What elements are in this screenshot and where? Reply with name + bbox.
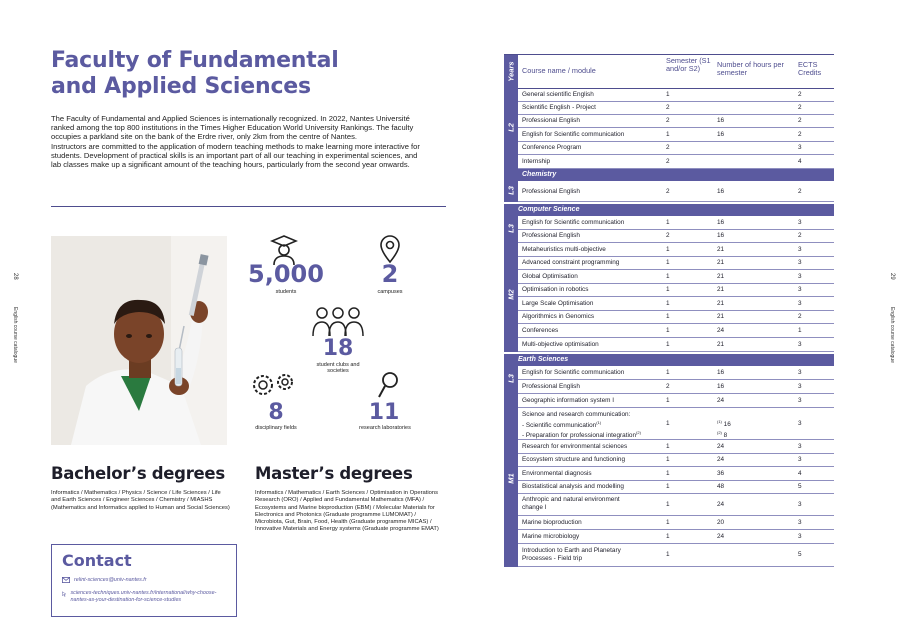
hours: 21	[717, 286, 725, 293]
year-bar-m1	[504, 394, 518, 567]
hours: 16	[717, 219, 725, 226]
anth-line-1: Anthropic and natural environment	[522, 496, 620, 503]
contact-email[interactable]: relint-sciences@univ-nantes.fr	[74, 577, 147, 583]
semester: 1	[666, 341, 670, 348]
ects: 3	[798, 300, 802, 307]
course-name: Professional English	[522, 383, 580, 390]
table-row	[518, 440, 834, 454]
table-row	[518, 380, 834, 394]
page-number-right: 29	[889, 273, 895, 280]
table-row	[518, 142, 834, 155]
hours: 16	[717, 117, 725, 124]
table-row	[518, 155, 834, 169]
intro-paragraph-2: Instructors are committed to the application of modern teaching methods to make learning more interactive for students. Development of practical skills is an important part of all our teaching in experimental sciences, and lab classes make up a significant amount of the teaching hours, particularly from the second year onwards.	[51, 141, 420, 170]
hours: 48	[717, 483, 725, 490]
table-row	[518, 230, 834, 243]
intro-line-1: Introduction to Earth and Planetary	[522, 547, 621, 554]
catalogue-side-label-right: English course catalogue	[889, 307, 895, 363]
year-bar-l3-earth	[504, 366, 518, 394]
semester: 1	[666, 246, 670, 253]
hours: 24	[717, 533, 725, 540]
hours: 21	[717, 259, 725, 266]
semester: 1	[666, 519, 670, 526]
semester: 1	[666, 273, 670, 280]
semester: 1	[666, 551, 670, 558]
hours: 16	[717, 369, 725, 376]
contact-url-row[interactable]	[62, 590, 234, 604]
header-hours: Number of hours per semester	[717, 60, 784, 77]
table-row	[518, 516, 834, 530]
course-name	[522, 496, 620, 512]
course-name: Marine bioproduction	[522, 519, 582, 526]
semester: 1	[666, 259, 670, 266]
hours: 21	[717, 313, 725, 320]
ects: 3	[798, 501, 802, 508]
hours: 24	[717, 397, 725, 404]
sci-line-2: - Scientific communication$^{(1)}$	[522, 419, 602, 429]
hours: 16	[717, 188, 725, 195]
ects: 3	[798, 420, 802, 427]
campuses-label: campuses	[377, 289, 403, 295]
semester: 1	[666, 483, 670, 490]
table-row	[518, 181, 834, 202]
intro-paragraph-1: The Faculty of Fundamental and Applied Sciences is internationally recognized. In 2022, Nantes Université ranked among the top 800 institutions in the Times Higher Education World University Rankings. The faculty occupies a parkland site on the bank of the Erdre river, only 2km from the centre of Nantes.	[51, 114, 414, 142]
intro-line-2: Processes - Field trip	[522, 555, 583, 562]
clubs-label: student clubs and societies	[316, 362, 360, 374]
hours: 20	[717, 519, 725, 526]
year-m2: M2	[506, 289, 516, 300]
semester: 1	[666, 219, 670, 226]
title-line-2: and Applied Sciences	[51, 74, 311, 99]
course-name: Conference Program	[522, 144, 582, 151]
student-lab-photo	[51, 236, 227, 445]
semester: 1	[666, 533, 670, 540]
table-row	[518, 89, 834, 102]
semester: 2	[666, 188, 670, 195]
table-row	[518, 366, 834, 380]
table-row	[518, 257, 834, 270]
catalogue-side-label: English course catalogue	[12, 307, 18, 363]
course-name	[522, 411, 641, 440]
year-l3-chemistry: L3	[506, 186, 516, 195]
ects: 4	[798, 158, 802, 165]
table-row	[518, 128, 834, 142]
semester: 1	[666, 443, 670, 450]
course-name: General scientific English	[522, 91, 594, 98]
lab-scene-illustration	[51, 236, 227, 445]
section-divider	[51, 206, 446, 207]
table-row	[518, 338, 834, 352]
hours: 36	[717, 470, 725, 477]
contact-box	[51, 544, 237, 617]
bachelor-title: Bachelor’s degrees	[51, 464, 225, 483]
hours: 21	[717, 246, 725, 253]
course-name	[522, 547, 621, 563]
ects: 3	[798, 369, 802, 376]
table-row	[518, 467, 834, 481]
course-name: Research for environmental sciences	[522, 443, 628, 450]
ects: 2	[798, 232, 802, 239]
table-row	[518, 481, 834, 494]
year-bar-l3-cs	[504, 216, 518, 243]
page-number-left: 28	[12, 273, 18, 280]
table-header	[504, 55, 834, 89]
semester: 1	[666, 501, 670, 508]
campuses-count: 2	[381, 260, 399, 288]
master-list: Informatics / Mathematics / Earth Sciences / Optimisation in Operations Research (ORO) / Applied and Fundamental Mathematics (MFA) / Ecosystems and Marine bioproduction (EBM) / Molecular Materials for Electronics and Photonics (Graduate programme LUMOMAT) / Microbiota, Gut, Brain, Food, Health (Graduate programme MICAS) / Innovative Materials and Energy systems (Graduate programme EMAT)	[255, 490, 439, 533]
sci-line-3-text: - Preparation for professional integration	[522, 432, 637, 440]
ects: 5	[798, 483, 802, 490]
sci-hours-2: $^{(2)}$ 8	[717, 429, 728, 439]
table-row	[518, 243, 834, 257]
course-name: Professional English	[522, 188, 580, 195]
course-name: Professional English	[522, 117, 580, 124]
ects: 2	[798, 91, 802, 98]
table-row	[518, 324, 834, 338]
course-name: Algorithmics in Genomics	[522, 313, 595, 320]
semester: 2	[666, 232, 670, 239]
ects: 3	[798, 144, 802, 151]
envelope-icon	[62, 577, 70, 583]
ects: 3	[798, 286, 802, 293]
ects: 3	[798, 533, 802, 540]
ects: 3	[798, 273, 802, 280]
table-row-intro-earth	[518, 544, 834, 567]
table-row	[518, 270, 834, 284]
semester: 2	[666, 158, 670, 165]
header-course: Course name / module	[522, 66, 596, 75]
hours: 21	[717, 273, 725, 280]
course-name: English for Scientific communication	[522, 131, 625, 138]
anth-line-2: change I	[522, 504, 547, 511]
ects: 3	[798, 383, 802, 390]
bachelor-list: Informatics / Mathematics / Physics / Science / Life Sciences / Life and Earth Sciences / Engineer Sciences / Chemistry / MIASHS (Mathematics and Informatics applied to Human and Social Sciences)	[51, 490, 230, 511]
course-name: Large Scale Optimisation	[522, 300, 594, 307]
course-name: English for Scientific communication	[522, 369, 625, 376]
ects: 1	[798, 327, 802, 334]
table-row-science-communication	[518, 408, 834, 440]
year-header-bar	[504, 55, 518, 89]
course-name: Internship	[522, 158, 551, 165]
semester: 1	[666, 313, 670, 320]
course-name: English for Scientific communication	[522, 219, 625, 226]
contact-title: Contact	[62, 551, 132, 570]
labs-label: research laboratories	[359, 425, 411, 431]
ects: 3	[798, 456, 802, 463]
hours	[717, 418, 731, 439]
ects: 3	[798, 246, 802, 253]
ects: 2	[798, 188, 802, 195]
hours: 21	[717, 300, 725, 307]
master-title: Master’s degrees	[255, 464, 413, 483]
ects: 3	[798, 397, 802, 404]
table-row	[518, 102, 834, 115]
course-name: Marine microbiology	[522, 533, 580, 540]
ects: 5	[798, 551, 802, 558]
clubs-count: 18	[322, 336, 354, 361]
semester: 2	[666, 117, 670, 124]
sci-hours-1-value: 16	[723, 421, 731, 429]
course-name: Environmental diagnosis	[522, 470, 592, 477]
ects: 3	[798, 219, 802, 226]
title-line-1: Faculty of Fundamental	[51, 48, 339, 73]
ects: 2	[798, 131, 802, 138]
course-name: Global Optimisation	[522, 273, 578, 280]
hours: 16	[717, 131, 725, 138]
ects: 4	[798, 470, 802, 477]
semester: 1	[666, 369, 670, 376]
course-name: Optimisation in robotics	[522, 286, 589, 293]
semester: 1	[666, 397, 670, 404]
ects: 2	[798, 104, 802, 111]
contact-url[interactable]: sciences-techniques.univ-nantes.fr/international/why-choose-nantes-as-your-destination-for-science-studies	[70, 590, 217, 603]
students-count: 5,000	[248, 260, 324, 288]
section-computer-science: Computer Science	[504, 204, 834, 216]
course-name: Ecosystem structure and functioning	[522, 456, 626, 463]
semester: 1	[666, 300, 670, 307]
hours: 24	[717, 501, 725, 508]
labs-count: 11	[368, 400, 400, 425]
ects: 3	[798, 443, 802, 450]
semester: 2	[666, 104, 670, 111]
intro-text	[51, 114, 421, 169]
course-name: Scientific English - Project	[522, 104, 596, 111]
page-title	[51, 48, 411, 100]
semester: 1	[666, 91, 670, 98]
year-bar-l3-chem	[504, 181, 518, 202]
year-bar-l2	[504, 89, 518, 169]
header-ects: ECTS Credits	[798, 60, 822, 77]
header-years: Years	[506, 61, 516, 82]
ects: 3	[798, 341, 802, 348]
semester: 2	[666, 144, 670, 151]
sci-line-3: - Preparation for professional integration$^{(2)}$	[522, 430, 641, 440]
hours: 16	[717, 232, 725, 239]
semester: 1	[666, 420, 670, 427]
sci-hours-1: $^{(1)}$ 16	[717, 419, 731, 429]
year-m1: M1	[506, 473, 516, 484]
semester: 2	[666, 383, 670, 390]
year-l3-earth: L3	[506, 374, 516, 383]
table-row	[518, 284, 834, 297]
sci-line-1: Science and research communication:	[522, 411, 631, 418]
table-row	[518, 115, 834, 128]
hours: 16	[717, 383, 725, 390]
table-row	[518, 394, 834, 408]
ects: 3	[798, 259, 802, 266]
semester: 1	[666, 327, 670, 334]
semester: 1	[666, 470, 670, 477]
ects: 2	[798, 313, 802, 320]
sci-line-2-text: - Scientific communication	[522, 421, 597, 429]
table-row	[518, 297, 834, 311]
hours: 24	[717, 327, 725, 334]
course-name: Multi-objective optimisation	[522, 341, 599, 348]
semester: 1	[666, 131, 670, 138]
table-row-anthropic	[518, 494, 834, 516]
contact-email-row[interactable]	[62, 577, 147, 584]
course-name: Geographic information system I	[522, 397, 614, 404]
course-name: Metaheuristics multi-objective	[522, 246, 606, 253]
header-semester: Semester (S1 and/or S2)	[666, 56, 711, 73]
sci-hours-2-value: 8	[723, 431, 728, 439]
section-earth-sciences: Earth Sciences	[504, 354, 834, 366]
fields-label: disciplinary fields	[255, 425, 297, 431]
course-name: Conferences	[522, 327, 559, 334]
table-row	[518, 216, 834, 230]
hours: 21	[717, 341, 725, 348]
course-name: Advanced constraint programming	[522, 259, 620, 266]
table-row	[518, 454, 834, 467]
year-l2: L2	[506, 123, 516, 132]
hours: 24	[717, 456, 725, 463]
semester: 1	[666, 456, 670, 463]
year-l3-cs: L3	[506, 224, 516, 233]
students-label: students	[275, 289, 297, 295]
course-name: Professional English	[522, 232, 580, 239]
cursor-icon	[62, 590, 66, 598]
fields-count: 8	[268, 400, 284, 425]
table-row	[518, 530, 834, 544]
ects: 2	[798, 117, 802, 124]
section-chemistry: Chemistry	[504, 169, 834, 181]
table-row	[518, 311, 834, 324]
year-bar-m2	[504, 243, 518, 352]
course-name: Biostatistical analysis and modelling	[522, 483, 624, 490]
ects: 3	[798, 519, 802, 526]
hours: 24	[717, 443, 725, 450]
semester: 1	[666, 286, 670, 293]
